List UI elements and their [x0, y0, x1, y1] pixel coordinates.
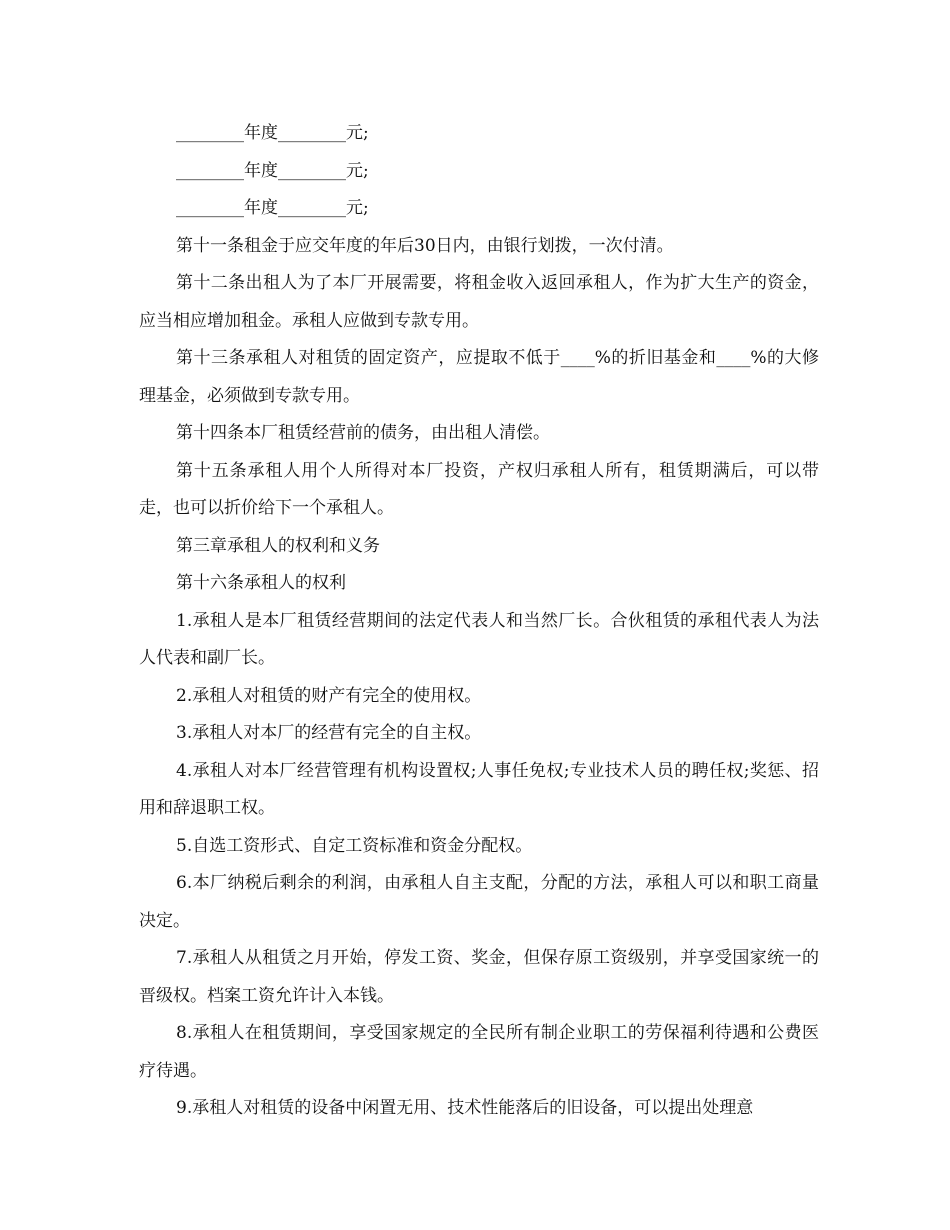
chapter-3-heading: 第三章承租人的权利和义务 [176, 535, 380, 556]
article-16-item-2: 2.承租人对租赁的财产有完全的使用权。 [176, 685, 482, 706]
rent-year-line-2: ________年度________元; [176, 160, 369, 181]
article-16-item-4: 4.承租人对本厂经营管理有机构设置权;人事任免权;专业技术人员的聘任权;奖惩、招用和辞退职工权。 [139, 760, 819, 818]
article-16-item-8: 8.承租人在租赁期间，享受国家规定的全民所有制企业职工的劳保福利待遇和公费医疗待遇。 [139, 1023, 819, 1081]
article-16-heading: 第十六条承租人的权利 [176, 573, 346, 593]
article-11: 第十一条租金于应交年度的年后30日内，由银行划拨，一次付清。 [176, 235, 674, 256]
article-14: 第十四条本厂租赁经营前的债务，由出租人清偿。 [176, 423, 550, 443]
article-12: 第十二条出租人为了本厂开展需要，将租金收入返回承租人，作为扩大生产的资金，应当相应增加租金。承租人应做到专款专用。 [139, 273, 819, 331]
article-16-item-7: 7.承租人从租赁之月开始，停发工资、奖金，但保存原工资级别，并享受国家统一的晋级权。档案工资允许计入本钱。 [139, 948, 819, 1006]
document-body [139, 115, 819, 1128]
article-15: 第十五条承租人用个人所得对本厂投资，产权归承租人所有，租赁期满后，可以带走，也可以折价给下一个承租人。 [139, 460, 819, 518]
rent-year-line-3: ________年度________元; [176, 198, 369, 218]
article-16-item-1: 1.承租人是本厂租赁经营期间的法定代表人和当然厂长。合伙租赁的承租代表人为法人代表和副厂长。 [139, 610, 819, 668]
article-16-item-9: 9.承租人对租赁的设备中闲置无用、技术性能落后的旧设备，可以提出处理意 [176, 1098, 754, 1118]
rent-year-line-1: ________年度________元; [176, 123, 369, 143]
article-16-item-5: 5.自选工资形式、自定工资标准和资金分配权。 [176, 835, 533, 856]
article-16-item-6: 6.本厂纳税后剩余的利润，由承租人自主支配，分配的方法，承租人可以和职工商量决定。 [139, 873, 819, 931]
article-16-item-3: 3.承租人对本厂的经营有完全的自主权。 [176, 723, 482, 743]
article-13: 第十三条承租人对租赁的固定资产，应提取不低于____%的折旧基金和____%的大修理基金，必须做到专款专用。 [139, 348, 819, 406]
